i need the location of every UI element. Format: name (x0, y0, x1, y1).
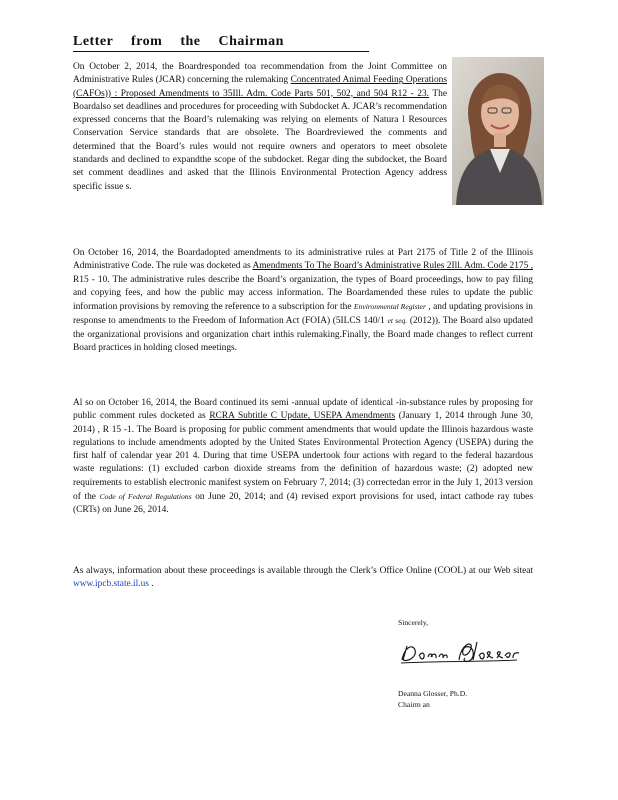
chairman-portrait-photo (452, 57, 544, 205)
paragraph-text: , and updating provisions in response to amendments to the Freedom of Information Act (FOIA) (5ILCS 140/1 (73, 302, 533, 327)
closing-salutation: Sincerely, (398, 618, 429, 627)
paragraph-rcra-update (73, 397, 533, 518)
paragraph-text: (2012)). The Board also updated the organizational provisions and organization chart inthis rulemaking.Finally, the Board made changes to reflect current Board practices in holding closed meetings. (73, 316, 533, 354)
signer-name: Deanna Glosser, Ph.D. (398, 689, 468, 698)
website-link[interactable]: www.ipcb.state.il.us (73, 579, 149, 590)
paragraph-text: on June 20, 2014; and (4) revised export provisions for used, intact cathode ray tubes (CRTs) on June 26, 2014. (73, 492, 533, 516)
paragraph-text: . (148, 579, 154, 590)
paragraph-text: As always, information about these proceedings is available through the Clerk’s Office Online (COOL) at our Web siteat (73, 566, 533, 576)
signature-block (398, 688, 467, 710)
portrait-illustration (452, 57, 544, 205)
paragraph-text: On October 2, 2014, the Boardresponded toa recommendation from the Joint Committee on Administrative Rules (JCAR) concerning the rulemaking (73, 62, 447, 86)
paragraph-administrative-rules (73, 247, 533, 355)
paragraph-text: Al so on October 16, 2014, the Board continued its semi -annual update of identical -in-substance rules by proposing for public comment rules docketed as (73, 398, 533, 422)
italic-citation: et seq. (387, 316, 408, 326)
paragraph-cool-info (73, 565, 533, 592)
handwritten-signature (399, 636, 525, 666)
rulemaking-title-admin-rules: Amendments To The Board’s Administrative Rules 2Ill. Adm. Code 2175 , (252, 261, 533, 272)
rulemaking-title-cafo: Concentrated Animal Feeding Operations (CAFOs)) : Proposed Amendments to 35Ill. Adm. Code Parts 501, 502, and 504 R12 - 23. (73, 75, 448, 99)
paragraph-cafo-rulemaking (73, 61, 447, 194)
italic-cfr-name: Code of Federal Regulations (99, 492, 192, 502)
rulemaking-title-rcra: RCRA Subtitle C Update, USEPA Amendments (209, 411, 396, 422)
paragraph-text: The Boardalso set deadlines and procedures for proceeding with Subdocket A. JCAR’s recommendation expressed concerns that the Board’s rulemaking was relying on elements of Natura l Resources Conservation Service standards that are obsolete. The Boardreviewed the comments and determined that the Board’s rules would not require owners and operators to meet obsolete standards and declined to expandthe scope of the subdocket. Regar ding the subdocket, the Board set comment deadlines and asked that the Illinois Environmental Protection Agency address specific issue s. (73, 88, 447, 192)
paragraph-text: On October 16, 2014, the Boardadopted amendments to its administrative rules at Part 2175 of Title 2 of the Illinois Administrative Code. The rule was docketed as (73, 248, 533, 272)
paragraph-text: (January 1, 2014 through June 30, 2014) , R 15 -1. The Board is proposing for public comment amendments that would update the Illinois hazardous waste regulations to include amendments adopted by the United States Environmental Protection Agency (USEPA) during the first half of calendar year 201 4. During that time USEPA undertook four actions with regard to the federal hazardous waste regulations: (1) excluded carbon dioxide streams from the definition of hazardous waste; (2) adopted new requirements to establish electronic manifest system on February 7, 2014; (3) correctedan error in the July 1, 2013 version of the (73, 411, 533, 503)
italic-publication-name: Environmental Register (353, 302, 426, 312)
signer-title: Chairm an (398, 700, 430, 709)
page-title: Letter from the Chairman (73, 34, 369, 52)
paragraph-text: R15 - 10. The administrative rules describe the Board’s organization, the types of Board proceedings, how to pay filing and copying fees, and how the public may access information. The Boardamended these rules to update the public information provisions by removing the reference to a subscription for the (73, 274, 533, 313)
